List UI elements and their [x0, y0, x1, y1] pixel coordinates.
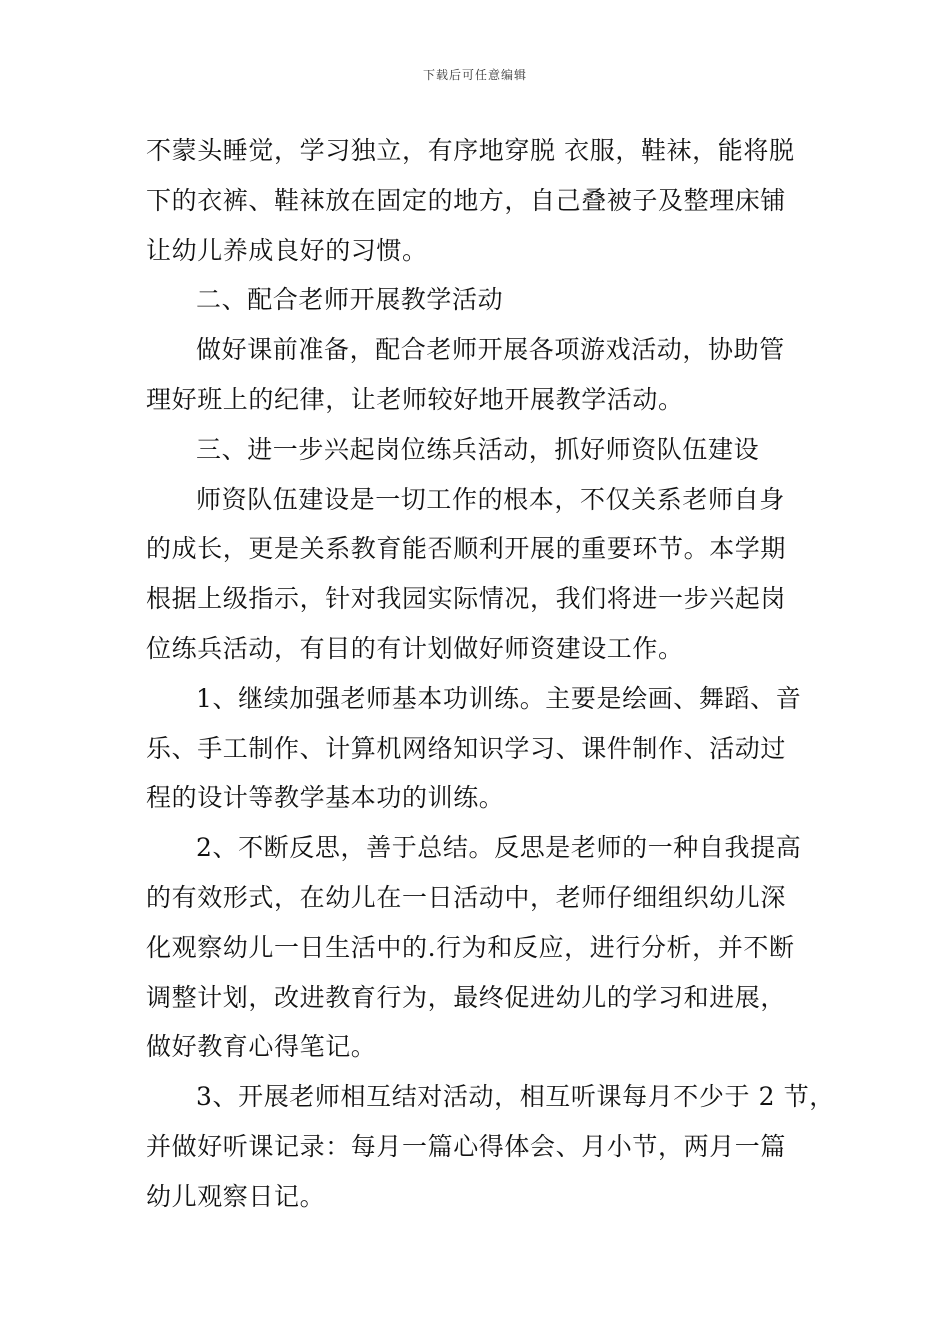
list-item-peer-pairing	[146, 1072, 835, 1221]
document-body	[146, 126, 835, 1222]
text-line: 不蒙头睡觉，学习独立，有序地穿脱 衣服，鞋袜，能将脱	[146, 136, 795, 165]
text-line: 的有效形式，在幼儿在一日活动中，老师仔细组织幼儿深	[146, 882, 787, 912]
list-item-basic-skills	[146, 674, 814, 823]
section-heading-staff-training	[146, 425, 814, 475]
text-line: 3、开展老师相互结对活动，相互听课每月不少于 2 节，	[196, 1082, 835, 1112]
page-header-note: 下载后可任意编辑	[422, 68, 527, 82]
text-line: 乐、手工制作、计算机网络知识学习、课件制作、活动过	[146, 733, 787, 763]
text-line: 做好课前准备，配合老师开展各项游戏活动，协助管	[196, 335, 785, 365]
text-line: 程的设计等教学基本功的训练。	[146, 783, 505, 813]
paragraph-teaching-support	[146, 325, 814, 425]
text-line: 让幼儿养成良好的习惯。	[146, 235, 428, 265]
text-line: 化观察幼儿一日生活中的.行为和反应，进行分析，并不断	[146, 932, 795, 962]
text-line: 下的衣裤、鞋袜放在固定的地方，自己叠被子及整理床铺	[146, 185, 787, 215]
text-line: 二、配合老师开展教学活动	[196, 285, 504, 315]
text-line: 2、不断反思，善于总结。反思是老师的一种自我提高	[196, 833, 802, 863]
text-line: 理好班上的纪律，让老师较好地开展教学活动。	[146, 384, 684, 414]
text-line: 三、进一步兴起岗位练兵活动，抓好师资队伍建设	[196, 434, 760, 464]
paragraph-daily-habits	[146, 126, 814, 275]
text-line: 调整计划，改进教育行为，最终促进幼儿的学习和进展，	[146, 982, 787, 1012]
section-heading-teaching-support	[146, 275, 814, 325]
list-item-reflection	[146, 823, 814, 1072]
text-line: 做好教育心得笔记。	[146, 1032, 377, 1062]
text-line: 1、继续加强老师基本功训练。主要是绘画、舞蹈、音	[196, 683, 802, 713]
text-line: 位练兵活动，有目的有计划做好师资建设工作。	[146, 633, 684, 663]
text-line: 并做好听课记录：每月一篇心得体会、月小节，两月一篇	[146, 1131, 787, 1161]
text-line: 师资队伍建设是一切工作的根本，不仅关系老师自身	[196, 484, 785, 514]
text-line: 根据上级指示，针对我园实际情况，我们将进一步兴起岗	[146, 584, 787, 614]
text-line: 幼儿观察日记。	[146, 1181, 326, 1211]
paragraph-staff-development	[146, 475, 814, 674]
text-line: 的成长，更是关系教育能否顺利开展的重要环节。本学期	[146, 534, 787, 564]
